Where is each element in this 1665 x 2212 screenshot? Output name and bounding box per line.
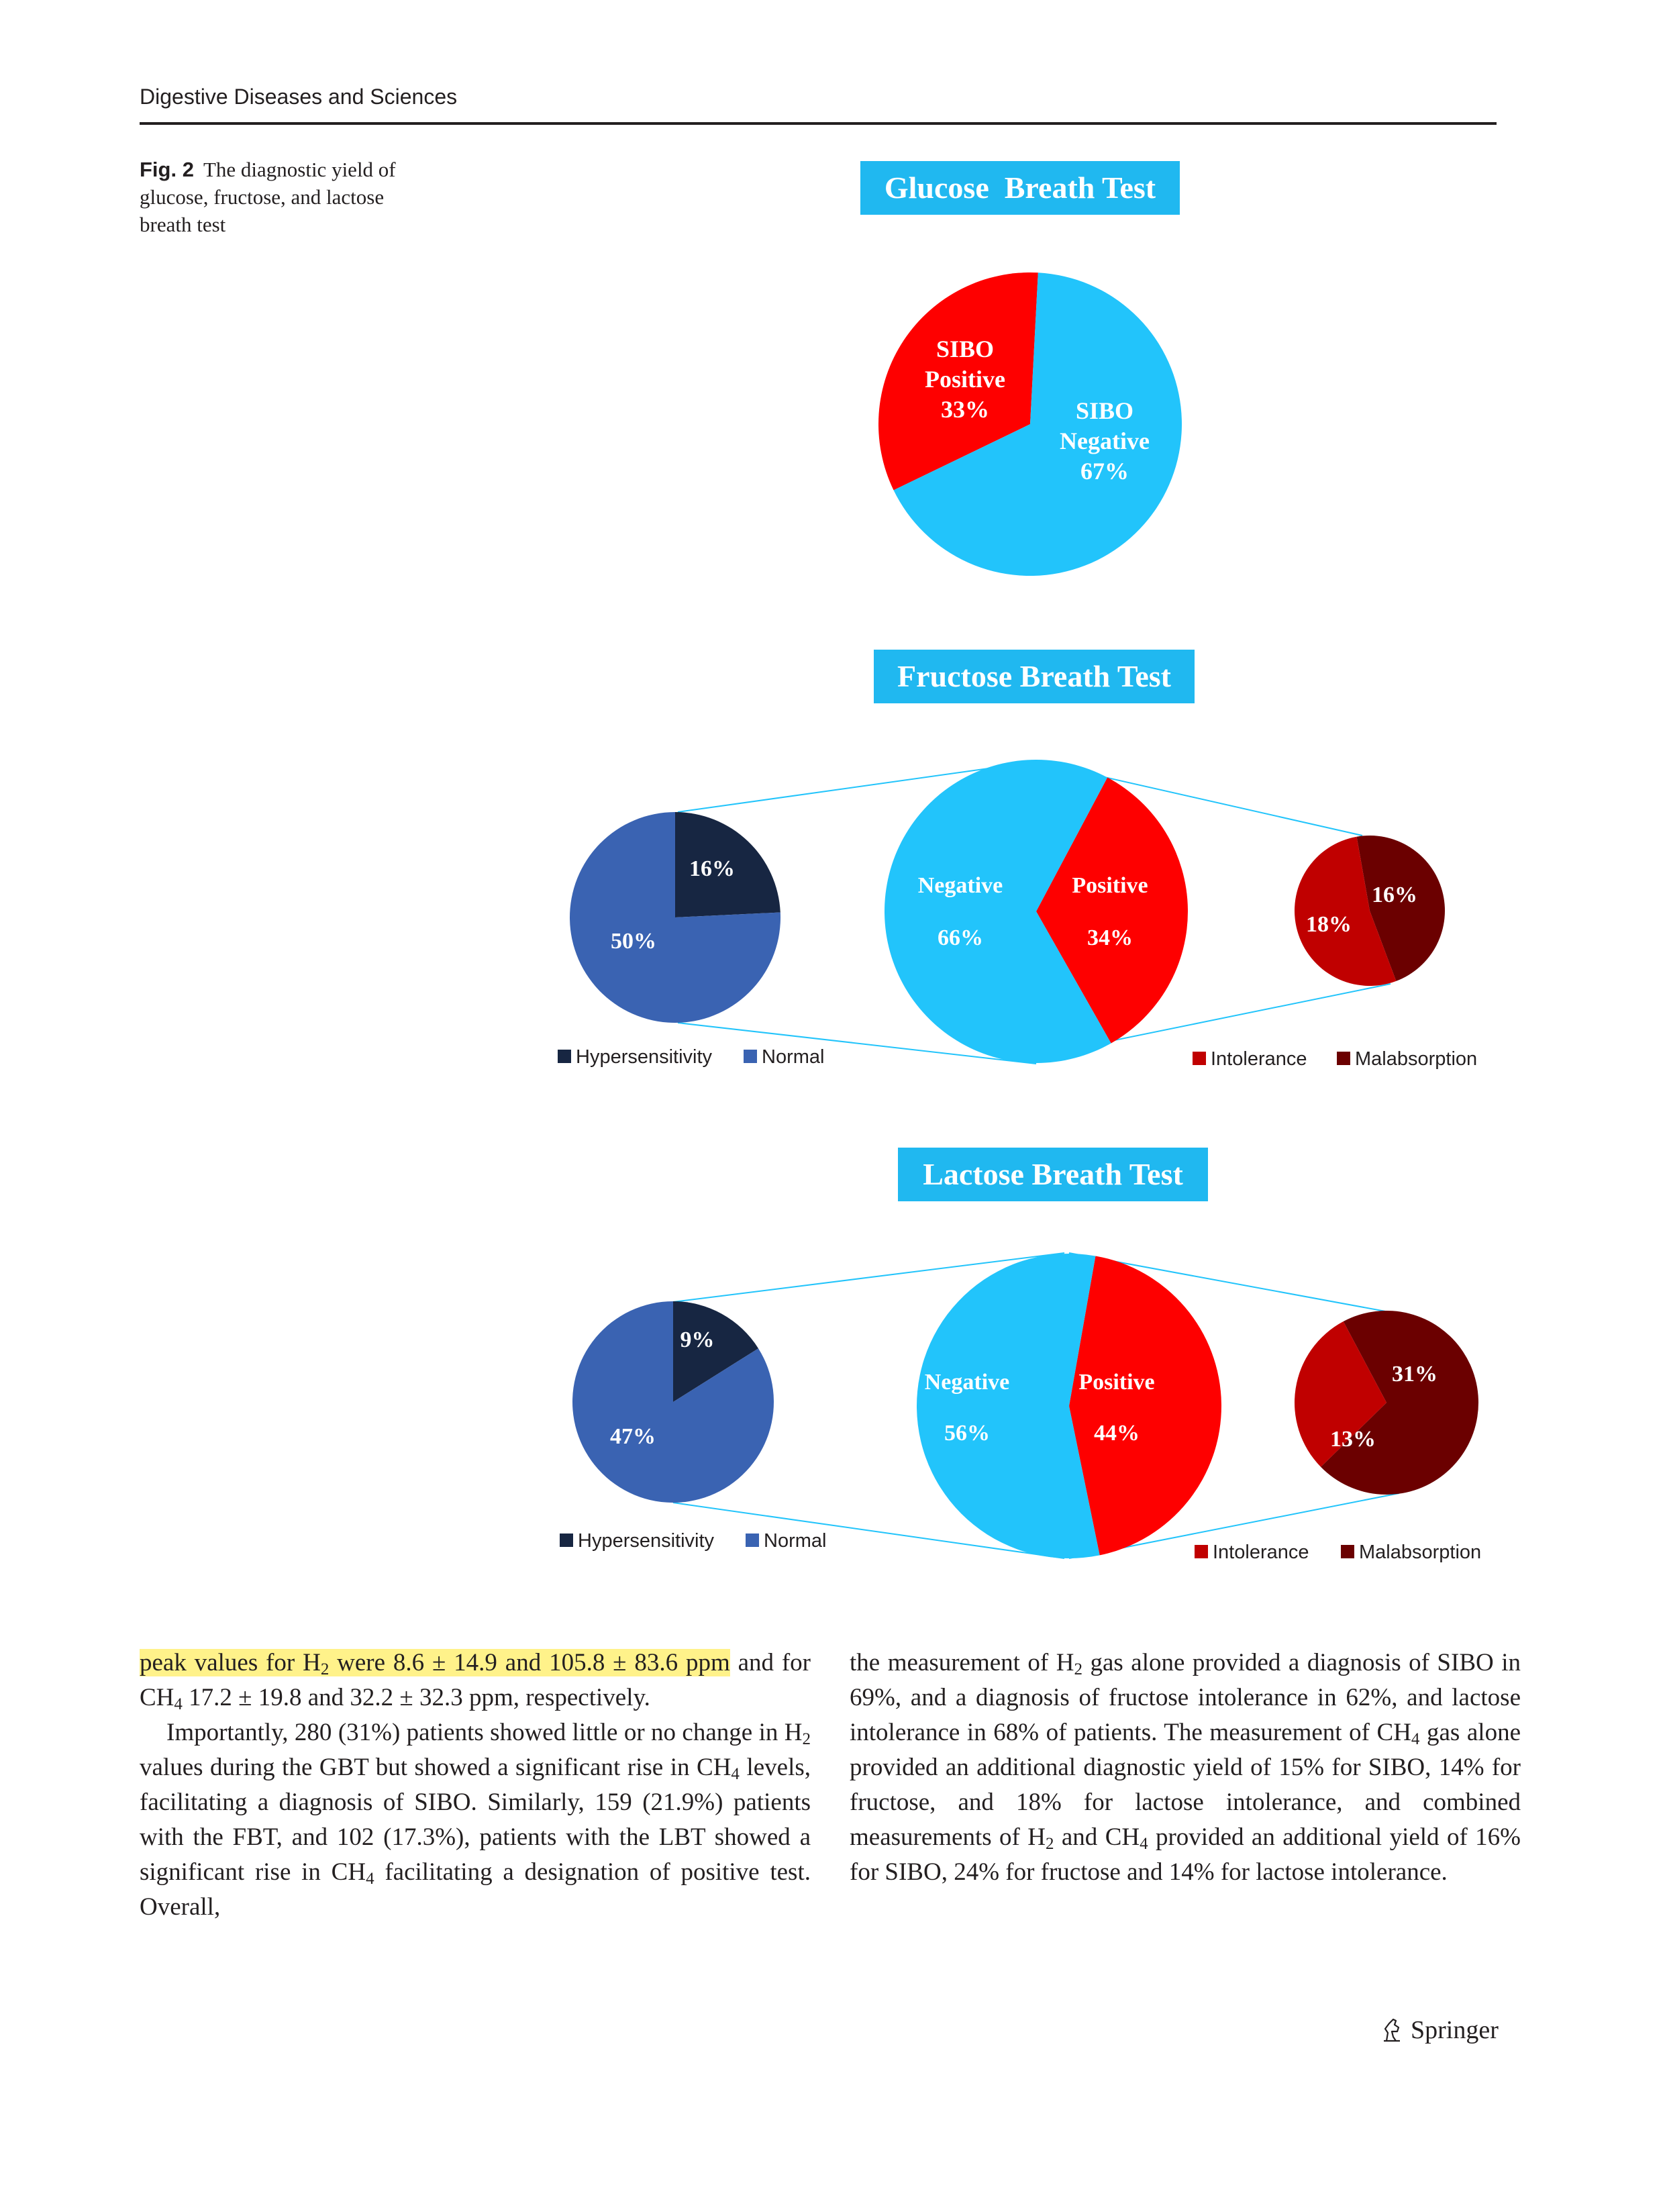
lactose-main-pie — [917, 1254, 1221, 1558]
text-run: and CH — [1054, 1823, 1140, 1851]
lactose-hypersensitivity-label: 9% — [680, 1327, 715, 1352]
fructose-malabsorption-label: 16% — [1372, 883, 1417, 907]
figure-label: Fig. 2 — [140, 158, 194, 181]
subscript: 4 — [1140, 1835, 1148, 1853]
subscript: 2 — [320, 1660, 330, 1678]
fructose-negative-value: 66% — [938, 925, 983, 950]
body-paragraph — [850, 1646, 1521, 1890]
fructose-main-pie — [885, 760, 1188, 1063]
text-run: Importantly, 280 (31%) patients showed little or no change in H — [166, 1719, 803, 1746]
lactose-positive-name: Positive — [1078, 1370, 1155, 1395]
lactose-intolerance-label: 13% — [1330, 1427, 1376, 1452]
lactose-legend-hypersensitivity: Hypersensitivity — [578, 1530, 715, 1552]
subscript: 2 — [1074, 1660, 1082, 1678]
glucose-positive-label-line2: Positive — [925, 366, 1005, 393]
glucose-chart — [860, 161, 1182, 576]
lactose-legend-normal-swatch — [746, 1534, 759, 1547]
lactose-legend-hypersensitivity-swatch — [560, 1534, 573, 1547]
lactose-positive-slice — [1069, 1256, 1221, 1555]
text-run: facilitating a designation of positive test. Overall, — [140, 1858, 811, 1921]
subscript: 2 — [1045, 1835, 1054, 1853]
springer-horse-icon — [1380, 2017, 1404, 2044]
text-run: 17.2 ± 19.8 and 32.2 ± 32.3 ppm, respectively. — [182, 1684, 650, 1711]
text-run: values during the GBT but showed a significant rise in CH — [140, 1754, 731, 1781]
lactose-legend-normal: Normal — [764, 1530, 827, 1552]
subscript: 4 — [731, 1765, 740, 1783]
lactose-title: Lactose Breath Test — [923, 1157, 1183, 1191]
fructose-title: Fructose Breath Test — [897, 659, 1172, 693]
text-run: provided an additional yield of 16% for SIBO, 24% for fructose and 14% for lactose intolerance. — [850, 1823, 1521, 1886]
text-run: gas alone provided an additional diagnostic yield of 15% for SIBO, 14% for fructose, and 18% for lactose intolerance, and combined measurements of H — [850, 1719, 1521, 1851]
fructose-negative-breakdown-pie — [570, 812, 780, 1023]
lactose-chart — [560, 1148, 1481, 1563]
publisher-logo — [1380, 2015, 1499, 2045]
fructose-hypersensitivity-label: 16% — [689, 856, 735, 881]
fructose-positive-value: 34% — [1087, 925, 1133, 950]
glucose-negative-label-line1: SIBO — [1075, 397, 1134, 424]
subscript: 4 — [1411, 1730, 1420, 1748]
glucose-positive-label-line1: SIBO — [936, 336, 995, 362]
lactose-negative-breakdown-pie — [572, 1301, 774, 1503]
fructose-legend-intolerance-swatch — [1193, 1052, 1206, 1065]
figure-caption-text: The diagnostic yield of glucose, fructose, and lactose breath test — [140, 158, 396, 236]
lactose-positive-breakdown-pie — [1295, 1311, 1478, 1495]
text-run: were 8.6 ± 14.9 and 105.8 ± 83.6 ppm — [329, 1649, 730, 1676]
lactose-legend-malabsorption-swatch — [1341, 1545, 1354, 1558]
fructose-intolerance-label: 18% — [1306, 912, 1352, 937]
publisher-name: Springer — [1411, 2016, 1499, 2044]
highlighted-text — [140, 1649, 730, 1676]
glucose-negative-label-line3: 67% — [1080, 458, 1129, 485]
fructose-legend-malabsorption-swatch — [1337, 1052, 1350, 1065]
fructose-legend-malabsorption: Malabsorption — [1355, 1048, 1478, 1070]
lactose-negative-name: Negative — [924, 1370, 1010, 1395]
lactose-legend-intolerance: Intolerance — [1213, 1542, 1309, 1563]
lactose-normal-label: 47% — [610, 1424, 656, 1449]
glucose-negative-label-line2: Negative — [1060, 428, 1150, 454]
fructose-positive-breakdown-pie — [1295, 836, 1445, 986]
fructose-legend-hypersensitivity-swatch — [558, 1050, 571, 1063]
fructose-legend-normal-swatch — [744, 1050, 757, 1063]
fructose-negative-name: Negative — [917, 873, 1003, 898]
lactose-negative-value: 56% — [944, 1421, 990, 1446]
subscript: 4 — [366, 1870, 374, 1888]
subscript: 2 — [802, 1730, 811, 1748]
subscript: 4 — [174, 1695, 183, 1713]
body-column-left — [140, 1646, 811, 1925]
fructose-legend-hypersensitivity: Hypersensitivity — [576, 1046, 713, 1068]
lactose-legend-right — [1195, 1542, 1481, 1563]
fructose-legend-right — [1193, 1048, 1477, 1070]
fructose-legend-intolerance: Intolerance — [1211, 1048, 1307, 1070]
lactose-positive-value: 44% — [1094, 1421, 1140, 1446]
lactose-legend-malabsorption: Malabsorption — [1359, 1542, 1482, 1563]
journal-title: Digestive Diseases and Sciences — [140, 85, 458, 109]
fructose-normal-label: 50% — [611, 929, 656, 954]
glucose-title: Glucose Breath Test — [884, 170, 1156, 205]
glucose-pie — [878, 272, 1182, 576]
lactose-legend-left — [560, 1530, 826, 1552]
fructose-legend-normal: Normal — [762, 1046, 825, 1068]
text-run: peak values for H — [140, 1649, 321, 1676]
text-run: and for CH — [140, 1649, 811, 1711]
fructose-positive-name: Positive — [1072, 873, 1148, 898]
text-run: gas alone provided a diagnosis of SIBO in 69%, and a diagnosis of fructose intolerance in 62%, and lactose intolerance in 68% of patients. The measurement of CH — [850, 1649, 1521, 1746]
text-run: the measurement of H — [850, 1649, 1074, 1676]
body-paragraph — [140, 1646, 811, 1715]
lactose-malabsorption-label: 31% — [1392, 1362, 1437, 1387]
lactose-legend-intolerance-swatch — [1195, 1545, 1208, 1558]
fructose-chart — [558, 650, 1477, 1070]
fructose-legend-left — [558, 1046, 824, 1068]
glucose-positive-label-line3: 33% — [941, 396, 989, 423]
body-paragraph — [140, 1715, 811, 1925]
text-run: levels, facilitating a diagnosis of SIBO. Similarly, 159 (21.9%) patients with the FBT, and 102 (17.3%), patients with the LBT showed a significant rise in CH — [140, 1754, 811, 1886]
body-column-right — [850, 1646, 1521, 1890]
